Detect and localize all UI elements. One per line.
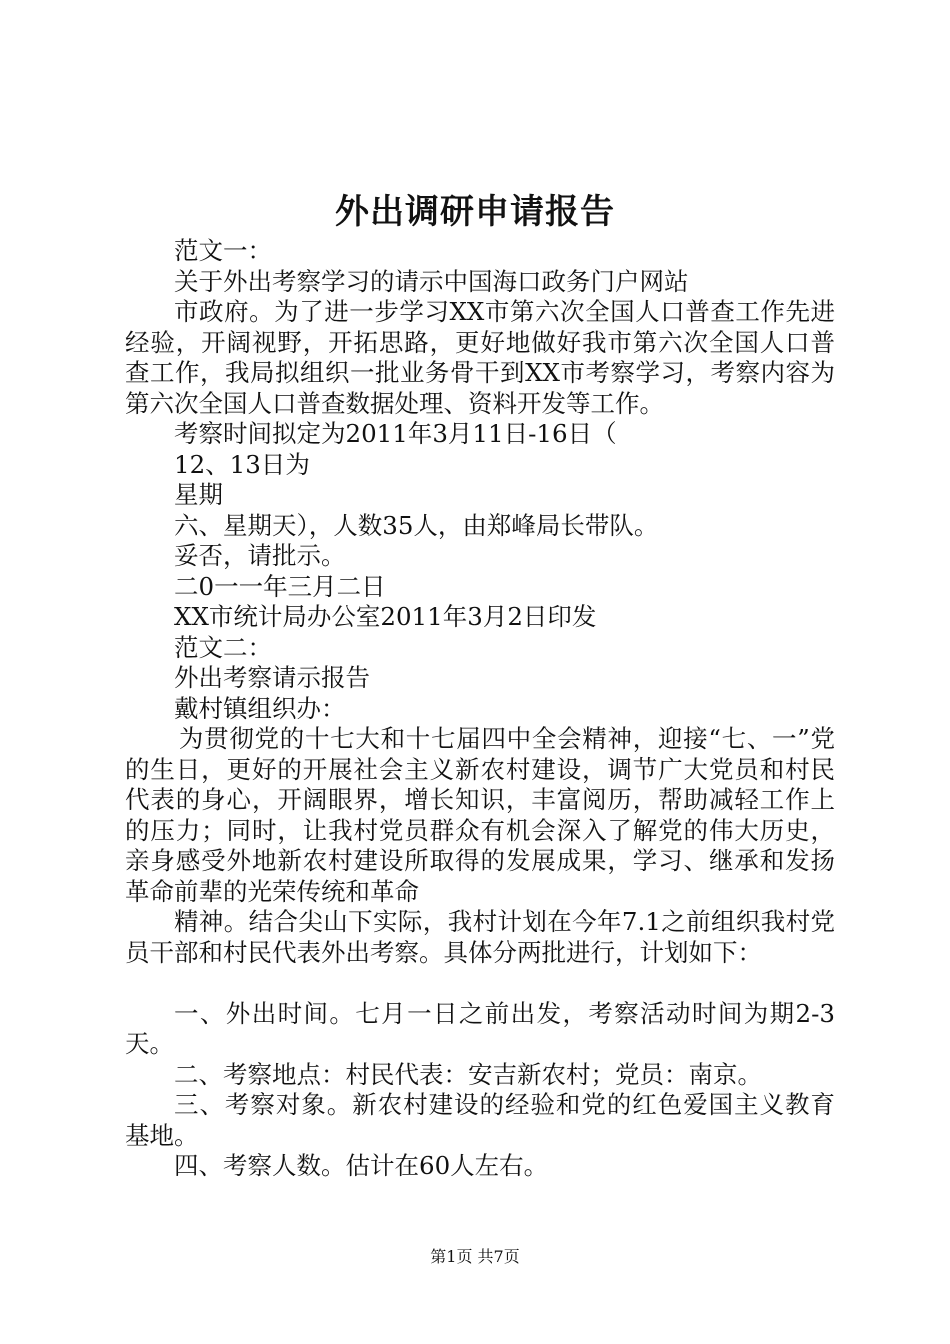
paragraph: 12、13日为 [174, 449, 310, 479]
paragraph: 二0一一年三月二日 [174, 571, 386, 601]
paragraph-spacer [125, 968, 835, 999]
paragraph: 精神。结合尖山下实际，我村计划在今年7.1之前组织我村党员干部和村民代表外出考察。具体分两批进行，计划如下： [125, 907, 835, 967]
paragraph: 星期 [174, 480, 223, 509]
paragraph: 范文一： [174, 236, 272, 265]
paragraph: 戴村镇组织办： [174, 693, 346, 723]
paragraph: 为贯彻党的十七大和十七届四中全会精神，迎接“七、一”党的生日，更好的开展社会主义新农村建设，调节广大党员和村民代表的身心，开阔眼界，增长知识，丰富阅历，帮助减轻工作上的压力；同时，让我村党员群众有机会深入了解党的伟大历史，亲身感受外地新农村建设所取得的发展成果，学习、继承和发扬革命前辈的光荣传统和革命 [125, 724, 835, 906]
document-title: 外出调研申请报告 [335, 192, 615, 232]
paragraph: 二、考察地点：村民代表：安吉新农村；党员：南京。 [174, 1059, 762, 1089]
paragraph: XX市统计局办公室2011年3月2日印发 [174, 602, 597, 631]
paragraph: 一、外出时间。七月一日之前出发，考察活动时间为期2-3天。 [125, 998, 835, 1058]
paragraph: 外出考察请示报告 [174, 663, 370, 692]
paragraph: 四、考察人数。估计在60人左右。 [174, 1151, 549, 1180]
paragraph: 市政府。为了进一步学习XX市第六次全国人口普查工作先进经验，开阔视野，开拓思路，更好地做好我市第六次全国人口普查工作，我局拟组织一批业务骨干到XX市考察学习，考察内容为第六次全国人口普查数据处理、资料开发等工作。 [125, 297, 835, 418]
paragraph: 范文二： [174, 632, 272, 662]
page-number: 第1页 共7页 [430, 1247, 520, 1266]
paragraph: 关于外出考察学习的请示中国海口政务门户网站 [174, 266, 689, 296]
paragraph: 六、星期天），人数35人，由郑峰局长带队。 [174, 510, 659, 540]
paragraph: 三、考察对象。新农村建设的经验和党的红色爱国主义教育基地。 [125, 1090, 835, 1150]
paragraph: 考察时间拟定为2011年3月11日-16日（ [174, 419, 617, 448]
document-body [125, 236, 835, 1182]
paragraph: 妥否，请批示。 [174, 541, 346, 570]
